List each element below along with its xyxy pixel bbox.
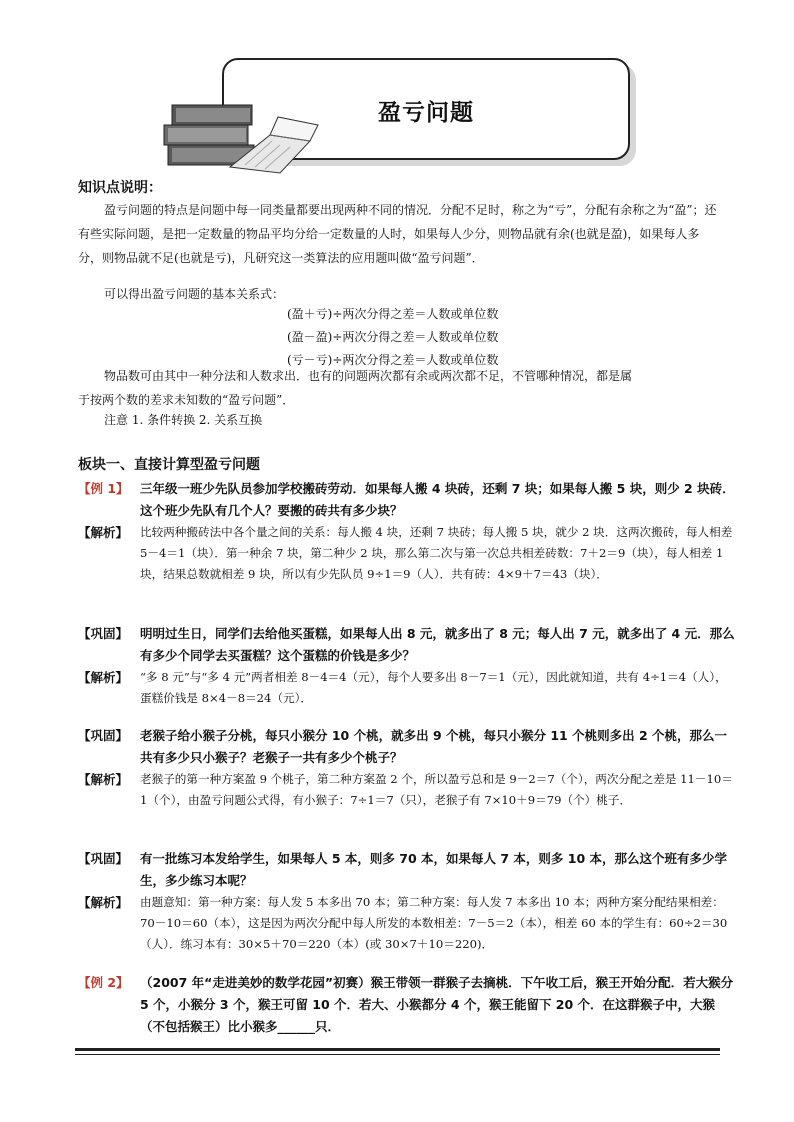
books-illustration <box>160 95 330 175</box>
problem-question: 三年级一班少先队员参加学校搬砖劳动．如果每人搬 4 块砖，还剩 7 块；如果每人搬 5 块，则少 2 块砖．这个班少先队有几个人？要搬的砖共有多少块？ <box>140 481 735 518</box>
problem-tag: 【例 1】 <box>78 481 129 496</box>
knowledge-intro: 盈亏问题的特点是问题中每一同类量都要出现两种不同的情况．分配不足时，称之为“亏”，分配有余称之为“盈”；还有些实际问题，是把一定数量的物品平均分给一定数量的人时，如果每人少分，则物品就有余(也就是盈)，如果每人多分，则物品就不足(也就是亏)，凡研究这一类算法的应用题叫做“盈亏问题”． <box>78 203 717 265</box>
answer-tag: 【解析】 <box>78 772 129 787</box>
answer-tag: 【解析】 <box>78 525 129 540</box>
section-title: 板块一、直接计算型盈亏问题 <box>78 457 260 473</box>
knowledge-note-1: 物品数可由其中一种分法和人数求出．也有的问题两次都有余或两次都不足，不管哪种情况，都是属于按两个数的差求未知数的“盈亏问题”． <box>78 369 633 407</box>
problem-question: （2007 年“走进美妙的数学花园”初赛）猴王带领一群猴子去摘桃．下午收工后，猴王开始分配．若大猴分 5 个，小猴分 3 个，猴王可留 10 个．若大、小猴都分 4 个，猴王能留下 20 个．在这群猴子中，大猴（不包括猴王）比小猴多______只． <box>140 975 734 1034</box>
book-stack-icon <box>164 105 254 165</box>
problem-tag: 【巩固】 <box>78 626 129 641</box>
problem-tag: 【巩固】 <box>78 728 129 743</box>
answer-text: “多 8 元”与“多 4 元”两者相差 8－4＝4（元），每个人要多出 8－7＝1（元），因此就知道，共有 4÷1＝4（人），蛋糕价钱是 8×4－8＝24（元）． <box>140 670 727 705</box>
answer-text: 老猴子的第一种方案盈 9 个桃子，第二种方案盈 2 个，所以盈亏总和是 9－2＝7（个），两次分配之差是 11－10＝1（个），由盈亏问题公式得，有小猴子：7÷1＝7（只），老猴子有 7×10＋9＝79（个）桃子． <box>140 772 733 807</box>
page-title: 盈亏问题 <box>378 100 474 126</box>
problem-tag: 【巩固】 <box>78 851 129 866</box>
bottom-rule <box>75 1048 720 1055</box>
answer-tag: 【解析】 <box>78 895 129 910</box>
problem-question: 有一批练习本发给学生，如果每人 5 本，则多 70 本，如果每人 7 本，则多 10 本，那么这个班有多少学生，多少练习本呢？ <box>140 851 728 888</box>
formula-3: (亏－亏)÷两次分得之差＝人数或单位数 <box>287 353 499 367</box>
answer-text: 比较两种搬砖法中各个量之间的关系：每人搬 4 块，还剩 7 块砖；每人搬 5 块，就少 2 块．这两次搬砖，每人相差 5－4＝1（块）．第一种余 7 块，第二种少 2 块，那么第二次与第一次总共相差砖数：7＋2＝9（块），每人相差 1 块，结果总数就相差 9 块，所以有少先队员 9÷1＝9（人）．共有砖：4×9＋7＝43（块）． <box>140 525 733 581</box>
problem-1 <box>78 478 738 585</box>
knowledge-heading: 知识点说明： <box>78 180 162 196</box>
problem-question: 明明过生日，同学们去给他买蛋糕，如果每人出 8 元，就多出了 8 元；每人出 7 元，就多出了 4 元．那么有多少个同学去买蛋糕？这个蛋糕的价钱是多少？ <box>140 626 735 663</box>
problem-3 <box>78 725 738 811</box>
answer-text: 由题意知：第一种方案：每人发 5 本多出 70 本；第二种方案：每人发 7 本多出 10 本；两种方案分配结果相差：70－10＝60（本），这是因为两次分配中每人所发的本数相差：7－5＝2（本），相差 60 本的学生有：60÷2＝30（人）．练习本有：30×5＋70＝220（本）(或 30×7＋10＝220)． <box>140 895 728 951</box>
problem-tag: 【例 2】 <box>78 975 129 990</box>
relation-lead: 可以得出盈亏问题的基本关系式： <box>104 287 285 301</box>
answer-tag: 【解析】 <box>78 670 129 685</box>
problem-5 <box>78 972 738 1038</box>
problem-question: 老猴子给小猴子分桃，每只小猴分 10 个桃，就多出 9 个桃，每只小猴分 11 个桃则多出 2 个桃，那么一共有多少只小猴子？老猴子一共有多少个桃子？ <box>140 728 728 765</box>
problem-2 <box>78 623 738 709</box>
formula-2: (盈－盈)÷两次分得之差＝人数或单位数 <box>287 330 499 344</box>
formula-1: (盈＋亏)÷两次分得之差＝人数或单位数 <box>287 307 499 321</box>
knowledge-note-2: 注意 1. 条件转换 2. 关系互换 <box>104 413 263 427</box>
problem-4 <box>78 848 738 955</box>
